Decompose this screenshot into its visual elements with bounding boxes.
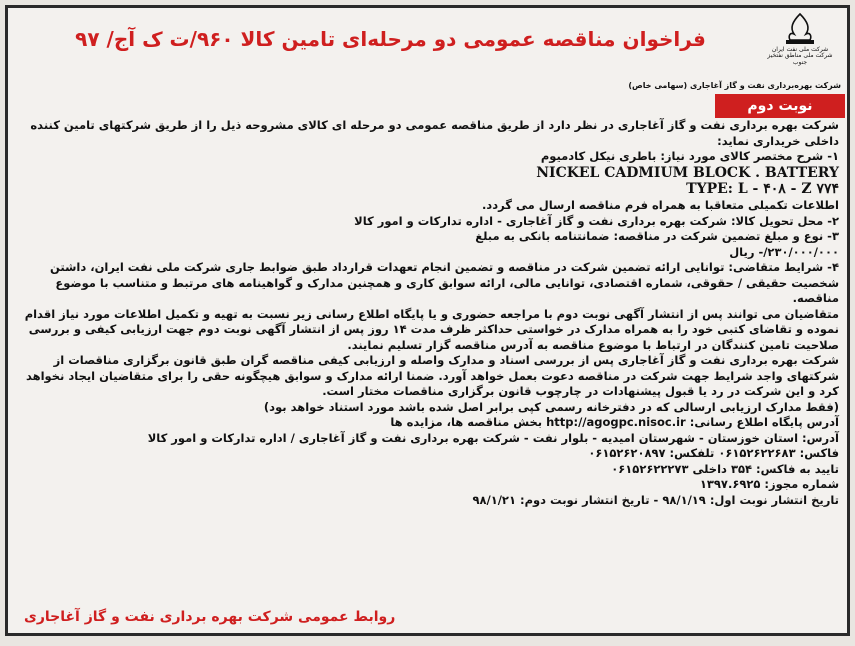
address-line: آدرس: استان خوزستان - شهرستان امیدیه - بلوار نفت - شرکت بهره برداری نفت و گاز آغاجاری / اداره تدارکات و امور کالا xyxy=(147,430,839,445)
body-line: شرکت بهره برداری نفت و گاز آغاجاری در نظر دارد از طریق مناقصه عمومی دو مرحله ای کالای مشروحه ذیل را از طریق شرکتهای تامین کننده xyxy=(30,118,839,132)
round-badge: نوبت دوم xyxy=(715,94,845,118)
header xyxy=(8,8,847,70)
org-line: شرکت ملی مناطق نفتخیز جنوب xyxy=(767,52,833,66)
body-paragraph: متقاضیان می توانند پس از انتشار آگهی نوبت دوم با مراجعه حضوری و یا پایگاه اطلاع رسانی زیر نسبت به تهیه و تکمیل اطلاعات مورد نیاز اقدام نموده و تقاضای کتبی خود را به همراه مدارک در خواستی حداکثر ظرف مدت ۱۴ روز پس از انتشار آگهی نوبت دوم جهت ارزیابی کیفی و بررسی صلاحیت تامین کنندگان در ارتباط با موضوع مناقصه به آدرس مناقصه گزار تسلیم نمایند. xyxy=(24,306,839,352)
page-title: فراخوان مناقصه عمومی دو مرحله‌ای تامین کالا ۹۶۰/ت ک آج/ ۹۷ xyxy=(75,27,706,51)
permit-number: شماره مجوز: ۱۳۹۷.۶۹۲۵ xyxy=(699,477,839,492)
org-name xyxy=(763,47,837,67)
publish-dates: تاریخ انتشار نوبت اول: ۹۸/۱/۱۹ - تاریخ انتشار نوبت دوم: ۹۸/۱/۲۱ xyxy=(472,492,839,507)
body-paragraph: ۴- شرایط متقاضی: توانایی ارائه تضمین شرکت در مناقصه و تضمین انجام تعهدات قرارداد طبق ضوابط جاری شرکت ملی نفت ایران، داشتن شخصیت حقیقی / حقوقی، شماره اقتصادی، توانایی مالی، ارائه سوابق کاری و همچنین مدارک و گواهینامه های مرتبط و متناسب با موضوع مناقصه. xyxy=(50,260,839,306)
fax-confirm-line: تایید به فاکس: ۳۵۴ داخلی ۰۶۱۵۲۶۲۲۲۷۳ xyxy=(611,461,839,476)
website-line: آدرس پایگاه اطلاع رسانی: http://agogpc.nisoc.ir بخش مناقصه ها، مزایده ها xyxy=(390,415,839,430)
item-type-en: TYPE: L - ۴۰۸ - Z ۷۷۴ xyxy=(686,181,839,198)
body-line: ۳- نوع و مبلغ تضمین شرکت در مناقصه: ضمانتنامه بانکی به مبلغ xyxy=(475,229,839,244)
fax-line: فاکس: ۰۶۱۵۲۶۲۲۶۸۳ تلفکس: ۰۶۱۵۲۶۲۰۸۹۷ xyxy=(588,446,839,461)
body-line: ۲- محل تحویل کالا: شرکت بهره برداری نفت و گاز آغاجاری - اداره تدارکات و امور کالا xyxy=(354,213,839,228)
notice-body xyxy=(16,118,839,508)
body-line: (فقط مدارک ارزیابی ارسالی که در دفترخانه رسمی کپی برابر اصل شده باشد مورد استناد خواهد بود) xyxy=(263,399,839,414)
body-line: ۱- شرح مختصر کالای مورد نیاز: باطری نیکل کادمیوم xyxy=(540,149,839,164)
body-line: اطلاعات تکمیلی متعاقبا به همراه فرم مناقصه ارسال می گردد. xyxy=(481,198,839,213)
flame-logo-icon xyxy=(780,12,820,46)
company-logo xyxy=(763,12,837,67)
body-line: داخلی خریداری نماید: xyxy=(717,133,839,148)
footer-public-relations: روابط عمومی شرکت بهره برداری نفت و گاز آغاجاری xyxy=(24,609,396,625)
body-paragraph: شرکت بهره برداری نفت و گاز آغاجاری پس از بررسی اسناد و مدارک واصله و ارزیابی کیفی مناقصه گران طبق قانون برگزاری مناقصات از شرکتهای واجد شرایط جهت شرکت در مناقصه دعوت بعمل خواهد آورد. ضمنا ارائه مدارک و سوابق هیچگونه حقی را برای متقاضیان ایجاد نخواهد کرد و این شرکت در رد یا قبول پیشنهادات در چارچوب قانون برگزاری مناقصات مختار است. xyxy=(25,353,839,399)
notice xyxy=(5,5,850,636)
item-name-en: NICKEL CADMIUM BLOCK . BATTERY xyxy=(536,164,839,181)
org-line: شرکت ملی نفت ایران xyxy=(771,45,829,53)
subcompany-name: شرکت بهره‌برداری نفت و گاز آغاجاری (سهامی خاص) xyxy=(628,81,841,90)
body-line: ۲۳۰/۰۰۰/۰۰۰/- ریال xyxy=(729,244,839,259)
